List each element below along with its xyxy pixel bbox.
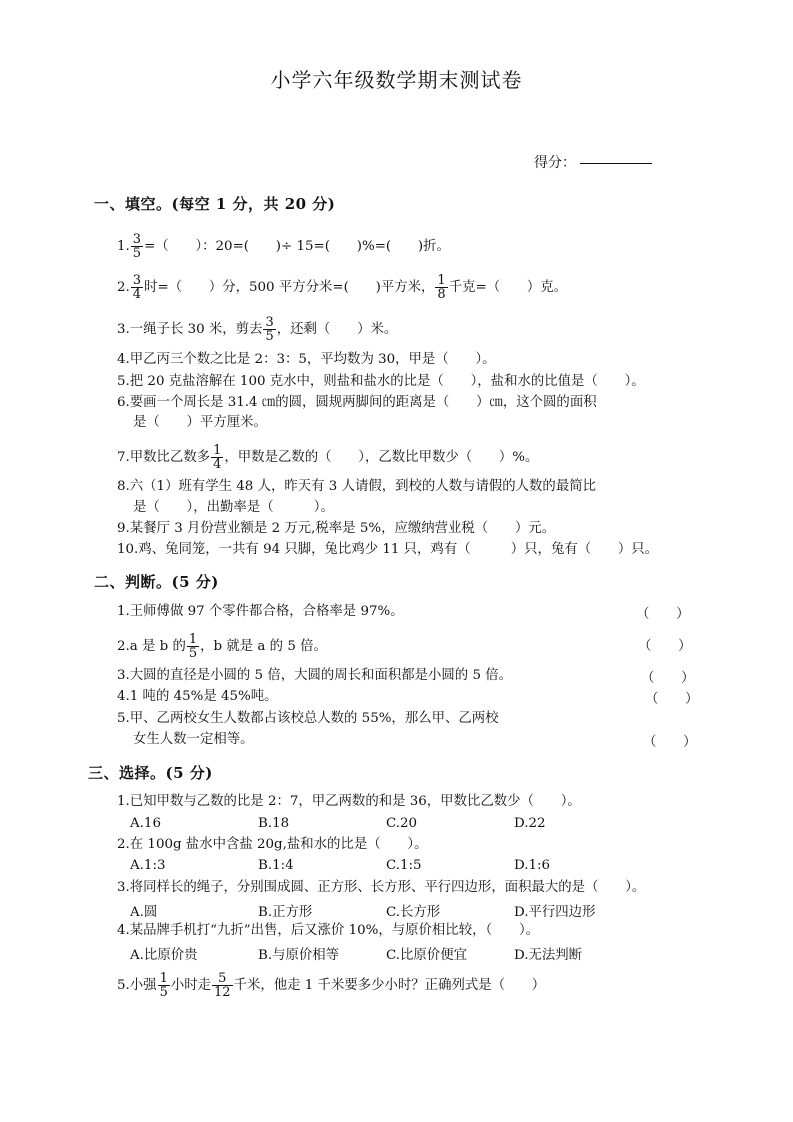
choice-option[interactable]: C.1:5 (386, 858, 422, 873)
fill-question-9: 9.某餐厅 3 月份营业额是 2 万元,税率是 5%，应缴纳营业税（ ）元。 (117, 521, 556, 536)
fill-question-10: 10.鸡、兔同笼，一共有 94 只脚，兔比鸡少 11 只，鸡有（ ）只，兔有（ ）只。 (117, 542, 659, 557)
fill-question-5: 5.把 20 克盐溶解在 100 克水中，则盐和盐水的比是（ ），盐和水的比值是（ ）。 (117, 374, 645, 389)
judge-question-1: 1.王师傅做 97 个零件都合格，合格率是 97%。 (117, 604, 404, 619)
fill-question-1: 1. $\frac{3}{5}$ =（ ）：20=( )÷ 15=( )%=( )折。 (117, 232, 450, 261)
choice-option[interactable]: C.20 (386, 816, 418, 831)
choice-question-2: 2.在 100g 盐水中含盐 20g,盐和水的比是（ ）。 (117, 837, 428, 852)
page-title: 小学六年级数学期末测试卷 (270, 68, 523, 92)
choice-option[interactable]: D.1:6 (514, 858, 551, 873)
fill-question-4: 4.甲乙丙三个数之比是 2：3：5，平均数为 30，甲是（ ）。 (117, 352, 496, 367)
fraction: $\frac{5}{12}$ (214, 971, 231, 1000)
answer-paren[interactable]: （ ） (636, 607, 690, 622)
choice-question-1: 1.已知甲数与乙数的比是 2：7，甲乙两数的和是 36，甲数比乙数少（ ）。 (117, 794, 581, 809)
fraction: $\frac{1}{5}$ (188, 632, 198, 661)
answer-paren[interactable]: （ ） (638, 639, 692, 654)
choice-question-5: 5.小强 $\frac{1}{5}$ 小时走 $\frac{5}{12}$ 千米，他走 1 千米要多少小时？正确列式是（ ） (117, 971, 546, 1000)
fraction: $\frac{1}{8}$ (437, 273, 446, 302)
answer-paren[interactable]: （ ） (643, 735, 697, 750)
score-label: 得分： (534, 155, 576, 171)
section-fill-heading: 一、填空。(每空 1 分，共 20 分) (94, 195, 336, 213)
fill-question-3: 3.一绳子长 30 米，剪去 $\frac{3}{5}$ ，还剩（ ）米。 (117, 315, 398, 344)
judge-question-4: 4.1 吨的 45%是 45%吨。 (117, 689, 278, 704)
choice-option[interactable]: B.与原价相等 (258, 948, 340, 963)
fill-question-8a: 8.六（1）班有学生 48 人，昨天有 3 人请假，到校的人数与请假的人数的最简比 (117, 479, 596, 494)
choice-option[interactable]: D.22 (514, 816, 546, 831)
answer-paren[interactable]: （ ） (641, 671, 695, 686)
fill-question-6a: 6.要画一个周长是 31.4 ㎝的圆，圆规两脚间的距离是（ ）㎝，这个圆的面积 (117, 395, 597, 410)
choice-question-4: 4.某品牌手机打“九折”出售，后又涨价 10%，与原价相比较，（ ）。 (117, 923, 540, 938)
choice-question-3: 3.将同样长的绳子，分别围成圆、正方形、长方形、平行四边形，面积最大的是（ ）。 (117, 880, 646, 895)
fill-question-2: 2. $\frac{3}{4}$ 时=（ ）分，500 平方分米=( )平方米， $\frac{1}{8}$ 千克=（ ）克。 (117, 273, 568, 302)
choice-option[interactable]: A.比原价贵 (130, 948, 198, 963)
fraction: $\frac{1}{4}$ (213, 443, 222, 472)
section-judge-heading: 二、判断。(5 分) (94, 573, 219, 591)
answer-paren[interactable]: （ ） (645, 692, 699, 707)
fill-question-6b: 是（ ）平方厘米。 (133, 415, 267, 430)
score-blank[interactable] (580, 163, 652, 164)
choice-option[interactable]: B.1:4 (258, 858, 294, 873)
fill-question-7: 7.甲数比乙数多 $\frac{1}{4}$ ，甲数是乙数的（ ），乙数比甲数少（ ）%。 (117, 443, 539, 472)
score-field[interactable] (534, 152, 652, 172)
choice-option[interactable]: A.1:3 (130, 858, 166, 873)
fraction: $\frac{3}{5}$ (132, 232, 142, 261)
choice-option[interactable]: A.圆 (130, 905, 158, 920)
judge-question-2: 2.a 是 b 的 $\frac{1}{5}$ ，b 就是 a 的 5 倍。 (117, 632, 327, 661)
section-choice-heading: 三、选择。(5 分) (88, 764, 213, 782)
judge-question-5b: 女生人数一定相等。 (133, 732, 254, 747)
choice-option[interactable]: D.无法判断 (514, 948, 583, 963)
fill-question-8b: 是（ ），出勤率是（ ）。 (133, 500, 334, 515)
judge-question-5a: 5.甲、乙两校女生人数都占该校总人数的 55%，那么甲、乙两校 (117, 711, 499, 726)
choice-option[interactable]: A.16 (130, 816, 161, 831)
choice-option[interactable]: C.比原价便宜 (386, 948, 467, 963)
choice-option[interactable]: B.正方形 (258, 905, 313, 920)
choice-option[interactable]: B.18 (258, 816, 290, 831)
fraction: $\frac{1}{5}$ (159, 971, 168, 1000)
choice-option[interactable]: C.长方形 (386, 905, 441, 920)
fraction: $\frac{3}{5}$ (265, 315, 274, 344)
choice-option[interactable]: D.平行四边形 (514, 905, 596, 920)
judge-question-3: 3.大圆的直径是小圆的 5 倍，大圆的周长和面积都是小圆的 5 倍。 (117, 668, 512, 683)
fraction: $\frac{3}{4}$ (132, 273, 142, 302)
